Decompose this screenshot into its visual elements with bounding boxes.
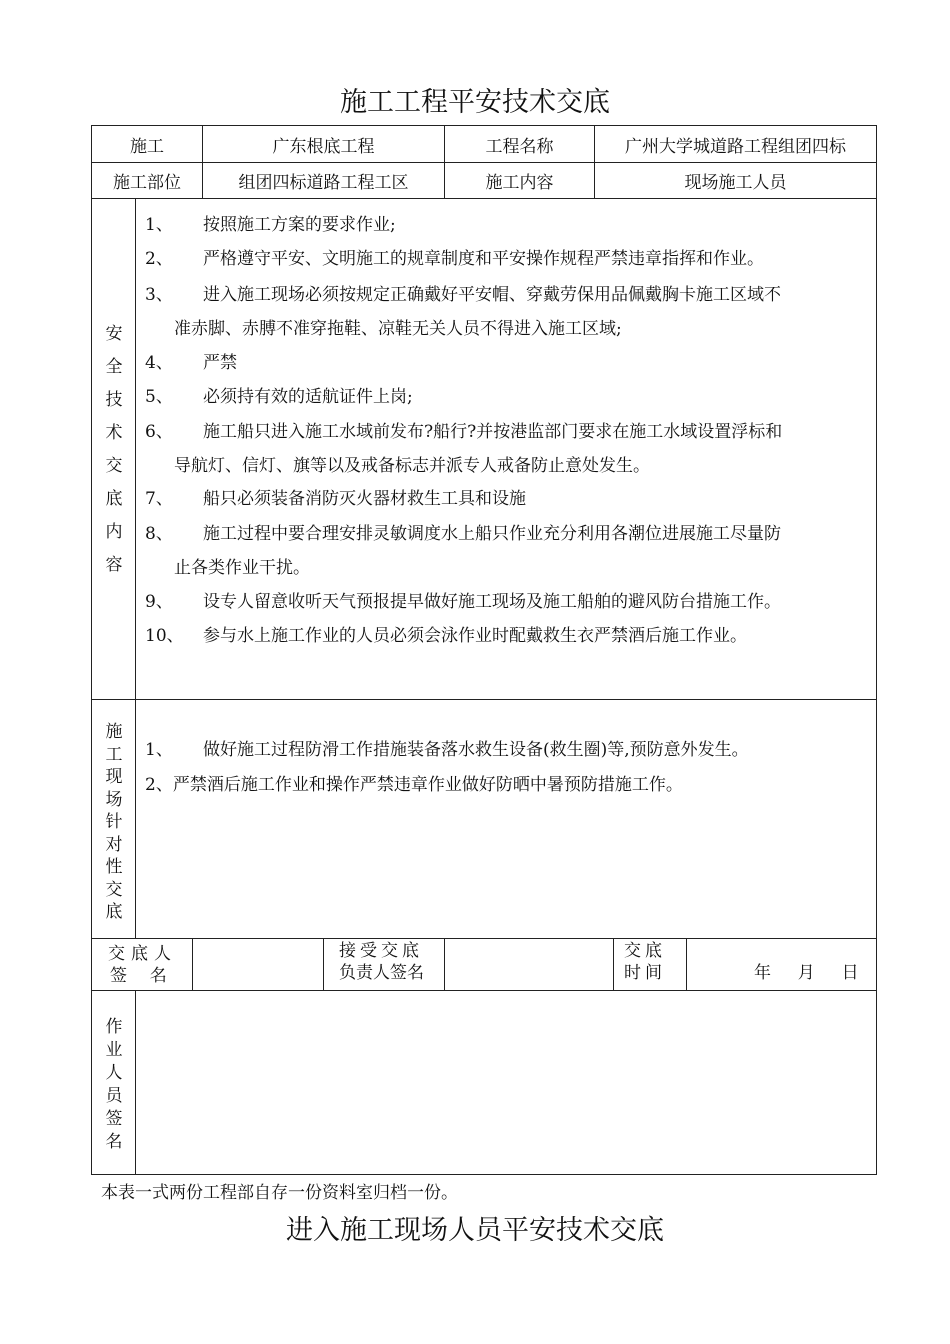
site-section-label: 施 工 现 场 针 对 性 交 底: [105, 722, 123, 922]
label-construction-part: 施工部位: [113, 173, 181, 193]
discloser-label-line1: 交底人: [108, 944, 177, 964]
safety-item-6-continued: 导航灯、信灯、旗等以及戒备标志并派专人戒备防止意处发生。: [174, 456, 650, 476]
site-item-2: 2、严禁酒后施工作业和操作严禁违章作业做好防晒中暑预防措施工作。: [145, 775, 683, 795]
label-construction: 施工: [130, 136, 164, 157]
safety-item-1: 1、 按照施工方案的要求作业;: [145, 215, 396, 235]
safety-item-2: 2、 严格遵守平安、文明施工的规章制度和平安操作规程严禁违章指挥和作业。: [145, 249, 764, 269]
safety-item-4: 4、 严禁: [145, 353, 237, 373]
time-label-line1: 交底: [624, 941, 666, 961]
value-construction-content: 现场施工人员: [684, 173, 787, 193]
safety-item-3: 3、 进入施工现场必须按规定正确戴好平安帽、穿戴劳保用品佩戴胸卡施工区域不: [145, 285, 781, 305]
page-title: 施工工程平安技术交底: [340, 87, 610, 118]
value-construction-unit: 广东根底工程: [272, 136, 375, 157]
safety-item-8: 8、 施工过程中要合理安排灵敏调度水上船只作业充分利用各潮位进展施工尽量防: [145, 524, 781, 544]
time-label-line2: 时间: [624, 963, 666, 983]
discloser-signature-field[interactable]: [193, 939, 323, 990]
safety-item-3-continued: 准赤脚、赤膊不准穿拖鞋、凉鞋无关人员不得进入施工区域;: [174, 319, 622, 339]
safety-item-7: 7、 船只必须装备消防灭火器材救生工具和设施: [145, 489, 526, 509]
safety-item-10: 10、 参与水上施工作业的人员必须会泳作业时配戴救生衣严禁酒后施工作业。: [145, 626, 747, 646]
value-project-name: 广州大学城道路工程组团四标: [625, 136, 846, 157]
date-field[interactable]: 年 月 日: [754, 963, 859, 983]
discloser-label-line2: 签 名: [110, 966, 171, 986]
value-construction-part: 组团四标道路工程工区: [238, 173, 409, 193]
workers-section-label: 作 业 人 员 签 名: [105, 1017, 123, 1152]
site-item-1: 1、 做好施工过程防滑工作措施装备落水救生设备(救生圈)等,预防意外发生。: [145, 740, 749, 760]
safety-item-6: 6、 施工船只进入施工水域前发布?船行?并按港监部门要求在施工水域设置浮标和: [145, 422, 783, 442]
label-construction-content: 施工内容: [485, 173, 554, 193]
safety-item-8-continued: 止各类作业干扰。: [174, 558, 310, 578]
safety-section-label: 安 全 技 术 交 底 内 容: [105, 324, 123, 575]
safety-item-5: 5、 必须持有效的适航证件上岗;: [145, 387, 413, 407]
receiver-signature-field[interactable]: [445, 939, 613, 990]
footnote: 本表一式两份工程部自存一份资料室归档一份。: [101, 1183, 458, 1203]
next-page-title: 进入施工现场人员平安技术交底: [286, 1215, 664, 1246]
receiver-label-line2: 负责人签名: [339, 963, 424, 983]
label-project-name: 工程名称: [485, 136, 554, 157]
safety-item-9: 9、 设专人留意收听天气预报提早做好施工现场及施工船舶的避风防台措施工作。: [145, 592, 781, 612]
receiver-label-line1: 接受交底: [339, 941, 423, 961]
workers-signature-area[interactable]: [136, 991, 876, 1174]
